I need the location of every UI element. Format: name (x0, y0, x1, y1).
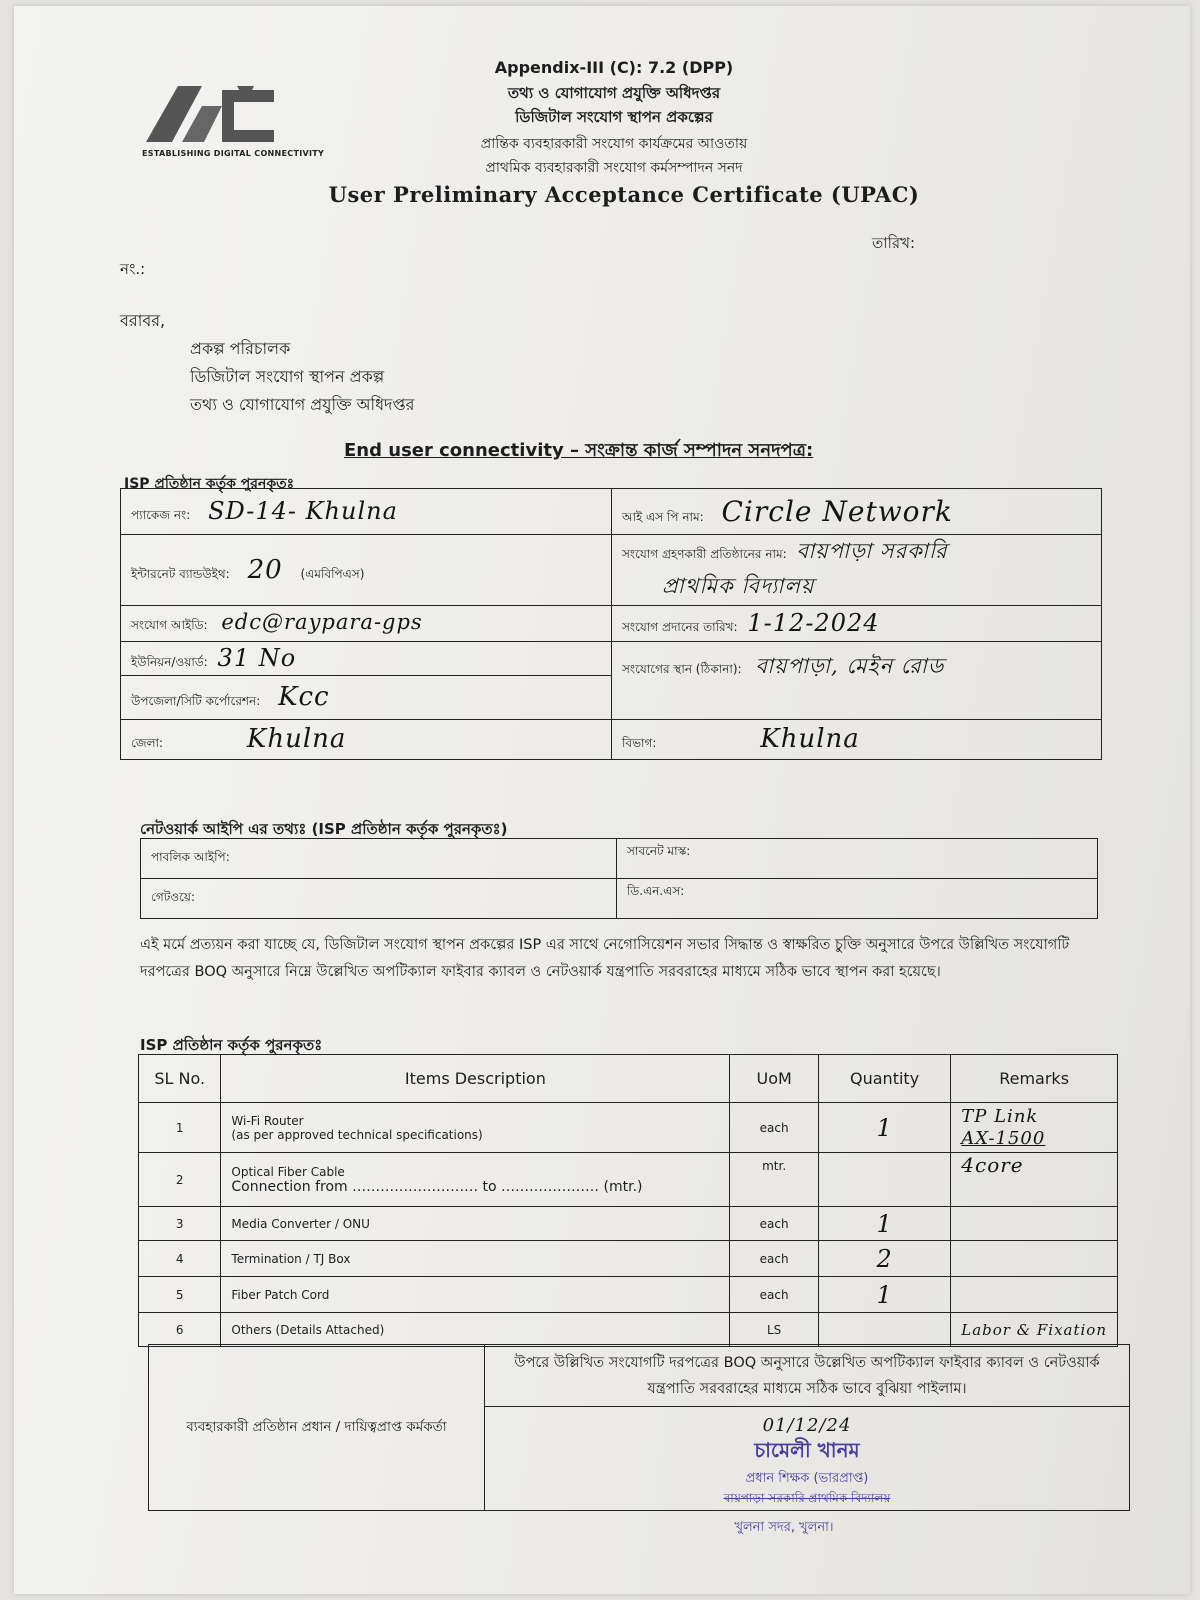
header-line-3: প্রান্তিক ব্যবহারকারী সংযোগ কার্যক্রমের আওতায় (480, 136, 748, 152)
dns-label: ডি.এন.এস: (617, 879, 1098, 919)
row-remarks (951, 1207, 1118, 1241)
items-header-row (139, 1055, 1118, 1103)
table-row (139, 1277, 1118, 1313)
logo-tagline: ESTABLISHING DIGITAL CONNECTIVITY (142, 149, 325, 158)
signature-date: 01/12/24 (762, 1415, 852, 1436)
row-sl: 4 (139, 1241, 221, 1277)
row-description: Optical Fiber Cable (231, 1164, 345, 1179)
row-remarks: TP Link (961, 1105, 1039, 1127)
row-sl: 2 (139, 1153, 221, 1207)
table-row (139, 1207, 1118, 1241)
certificate-sheet (14, 6, 1190, 1594)
row-description-detail: (as per approved technical specifications) (231, 1127, 483, 1142)
isp-name-label: আই এস পি নাম: (622, 509, 704, 524)
row-sl: 3 (139, 1207, 221, 1241)
table-row (121, 642, 1102, 676)
district-label: জেলা: (131, 736, 164, 750)
header-line-4: প্রাথমিক ব্যবহারকারী সংযোগ কর্মসম্পাদন সনদ (485, 160, 743, 176)
stamp-name: চামেলী খানম (754, 1438, 860, 1462)
row-uom: mtr. (730, 1153, 819, 1207)
connection-form-table (120, 488, 1102, 760)
acceptance-role-label: ব্যবহারকারী প্রতিষ্ঠান প্রধান / দায়িত্বপ্রাপ্ত কর্মকর্তা (149, 1345, 485, 1511)
col-header-remarks: Remarks (951, 1055, 1118, 1103)
stamp-title: প্রধান শিক্ষক (ভারপ্রাপ্ত) (745, 1471, 869, 1486)
header-line-1: তথ্য ও যোগাযোগ প্রযুক্তি অধিদপ্তর (507, 84, 721, 102)
connection-id-label: সংযোগ আইডি: (131, 618, 208, 632)
row-remarks: Labor & Fixation (951, 1313, 1118, 1347)
table-row (141, 879, 1098, 919)
certification-paragraph: এই মর্মে প্রত্যয়ন করা যাচ্ছে যে, ডিজিটাল সংযোগ স্থাপন প্রকল্পের ISP এর সাথে নেগোসিয়েশন সভার সিদ্ধান্ত ও স্বাক্ষরিত চুক্তি অনুসারে উপরে উল্লিখিত সংযোগটি দরপত্রের BOQ অনুসারে নিম্নে উল্লেখিত অপটিক্যাল ফাইবার ক্যাবল ও নেটওয়ার্ক যন্ত্রপাতি সরবরাহের মাধ্যমে সঠিক ভাবে স্থাপন করা হয়েছে। (140, 937, 1070, 980)
table-row (139, 1241, 1118, 1277)
row-uom: each (730, 1277, 819, 1313)
row-remarks (951, 1241, 1118, 1277)
addressee-to: বরাবর, (120, 311, 166, 330)
row-uom: LS (730, 1313, 819, 1347)
division-value: Khulna (760, 724, 860, 754)
isp-filled-label: ISP প্রতিষ্ঠান কর্তৃক পুরনকৃতঃ (124, 476, 295, 492)
addressee-line-1: প্রকল্প পরিচালক (190, 339, 291, 358)
col-header-sl: SL No. (139, 1055, 221, 1103)
upazila-label: উপজেলা/সিটি কর্পোরেশন: (131, 694, 261, 708)
table-row (139, 1313, 1118, 1347)
items-filled-label: ISP প্রতিষ্ঠান কর্তৃক পুরনকৃতঃ (140, 1036, 323, 1054)
receiver-value-2: প্রাথমিক বিদ্যালয় (662, 574, 815, 598)
certificate-title: User Preliminary Acceptance Certificate (UPAC) (328, 182, 920, 207)
table-row (121, 720, 1102, 760)
stamp-school: বায়পাড়া সরকারি প্রাথমিক বিদ্যালয় (723, 1491, 891, 1505)
table-row (121, 535, 1102, 606)
row-description-detail: Connection from ……………………… to ………………… (mtr.) (231, 1178, 643, 1195)
public-ip-label: পাবলিক আইপি: (141, 839, 617, 879)
row-quantity: 1 (818, 1277, 950, 1313)
row-remarks-model: AX-1500 (961, 1127, 1046, 1149)
receiver-value-1: বায়পাড়া সরকারি (796, 539, 948, 563)
district-value: Khulna (246, 724, 347, 754)
row-uom: each (730, 1241, 819, 1277)
col-header-quantity: Quantity (818, 1055, 950, 1103)
acceptance-statement: উপরে উল্লিখিত সংযোগটি দরপত্রের BOQ অনুসারে উল্লেখিত অপটিক্যাল ফাইবার ক্যাবল ও নেটওয়ার্ক যন্ত্রপাতি সরবরাহের মাধ্যমে সঠিক ভাবে বুঝিয়া পাইলাম। (485, 1345, 1130, 1407)
stamp-location: খুলনা সদর, খুলনা। (734, 1520, 834, 1535)
items-table (138, 1054, 1118, 1347)
row-description: Fiber Patch Cord (221, 1277, 730, 1313)
ref-no-label: নং.: (120, 260, 146, 278)
appendix-ref: Appendix-III (C): 7.2 (DPP) (494, 58, 734, 77)
row-description: Termination / TJ Box (221, 1241, 730, 1277)
receiver-label: সংযোগ গ্রহণকারী প্রতিষ্ঠানের নাম: (622, 547, 787, 561)
package-value: SD-14- Khulna (208, 496, 398, 525)
subnet-label: সাবনেট মাস্ক: (617, 839, 1098, 879)
row-quantity: 1 (818, 1207, 950, 1241)
location-label: সংযোগের স্থান (ঠিকানা): (622, 662, 742, 676)
upazila-value: Kcc (278, 682, 330, 712)
edc-logo (142, 80, 282, 160)
connection-id-value: edc@raypara-gps (221, 610, 423, 634)
row-quantity: 2 (818, 1241, 950, 1277)
row-description: Wi-Fi Router (231, 1113, 304, 1128)
row-remarks (951, 1277, 1118, 1313)
row-quantity: 1 (818, 1103, 950, 1153)
connection-date-value: 1-12-2024 (747, 608, 880, 637)
row-remarks: 4core (951, 1153, 1118, 1207)
header-line-2: ডিজিটাল সংযোগ স্থাপন প্রকল্পের (515, 108, 713, 126)
package-label: প্যাকেজ নং: (131, 507, 191, 522)
row-uom: each (730, 1103, 819, 1153)
table-row (141, 839, 1098, 879)
col-header-uom: UoM (730, 1055, 819, 1103)
bandwidth-value: 20 (247, 554, 283, 585)
acceptance-table (148, 1344, 1130, 1511)
union-label: ইউনিয়ন/ওয়ার্ড: (131, 654, 208, 669)
section-title: End user connectivity – সংক্রান্ত কার্জ সম্পাদন সনদপত্র: (344, 440, 814, 461)
row-sl: 1 (139, 1103, 221, 1153)
union-value: 31 No (217, 643, 297, 672)
table-row (139, 1153, 1118, 1207)
row-uom: each (730, 1207, 819, 1241)
row-quantity (818, 1153, 950, 1207)
table-row (139, 1103, 1118, 1153)
table-row (121, 489, 1102, 535)
isp-name-value: Circle Network (721, 494, 953, 528)
location-value: বায়পাড়া, মেইন রোড (755, 654, 945, 678)
network-info-table (140, 838, 1098, 919)
row-sl: 5 (139, 1277, 221, 1313)
gateway-label: গেটওয়ে: (141, 879, 617, 919)
connection-date-label: সংযোগ প্রদানের তারিখ: (622, 619, 738, 634)
addressee-line-3: তথ্য ও যোগাযোগ প্রযুক্তি অধিদপ্তর (190, 395, 415, 414)
row-quantity (818, 1313, 950, 1347)
row-description: Media Converter / ONU (221, 1207, 730, 1241)
col-header-description: Items Description (221, 1055, 730, 1103)
table-row (121, 606, 1102, 642)
addressee-line-2: ডিজিটাল সংযোগ স্থাপন প্রকল্প (190, 367, 385, 386)
date-label: তারিখ: (872, 234, 916, 252)
network-info-title: নেটওয়ার্ক আইপি এর তথ্যঃ (ISP প্রতিষ্ঠান কর্তৃক পুরনকৃতঃ) (140, 820, 508, 838)
division-label: বিভাগ: (622, 736, 657, 750)
row-sl: 6 (139, 1313, 221, 1347)
table-row (149, 1345, 1130, 1407)
bandwidth-unit: (এমবিপিএস) (300, 566, 365, 581)
bandwidth-label: ইন্টারনেট ব্যান্ডউইথ: (131, 566, 230, 581)
row-description: Others (Details Attached) (221, 1313, 730, 1347)
